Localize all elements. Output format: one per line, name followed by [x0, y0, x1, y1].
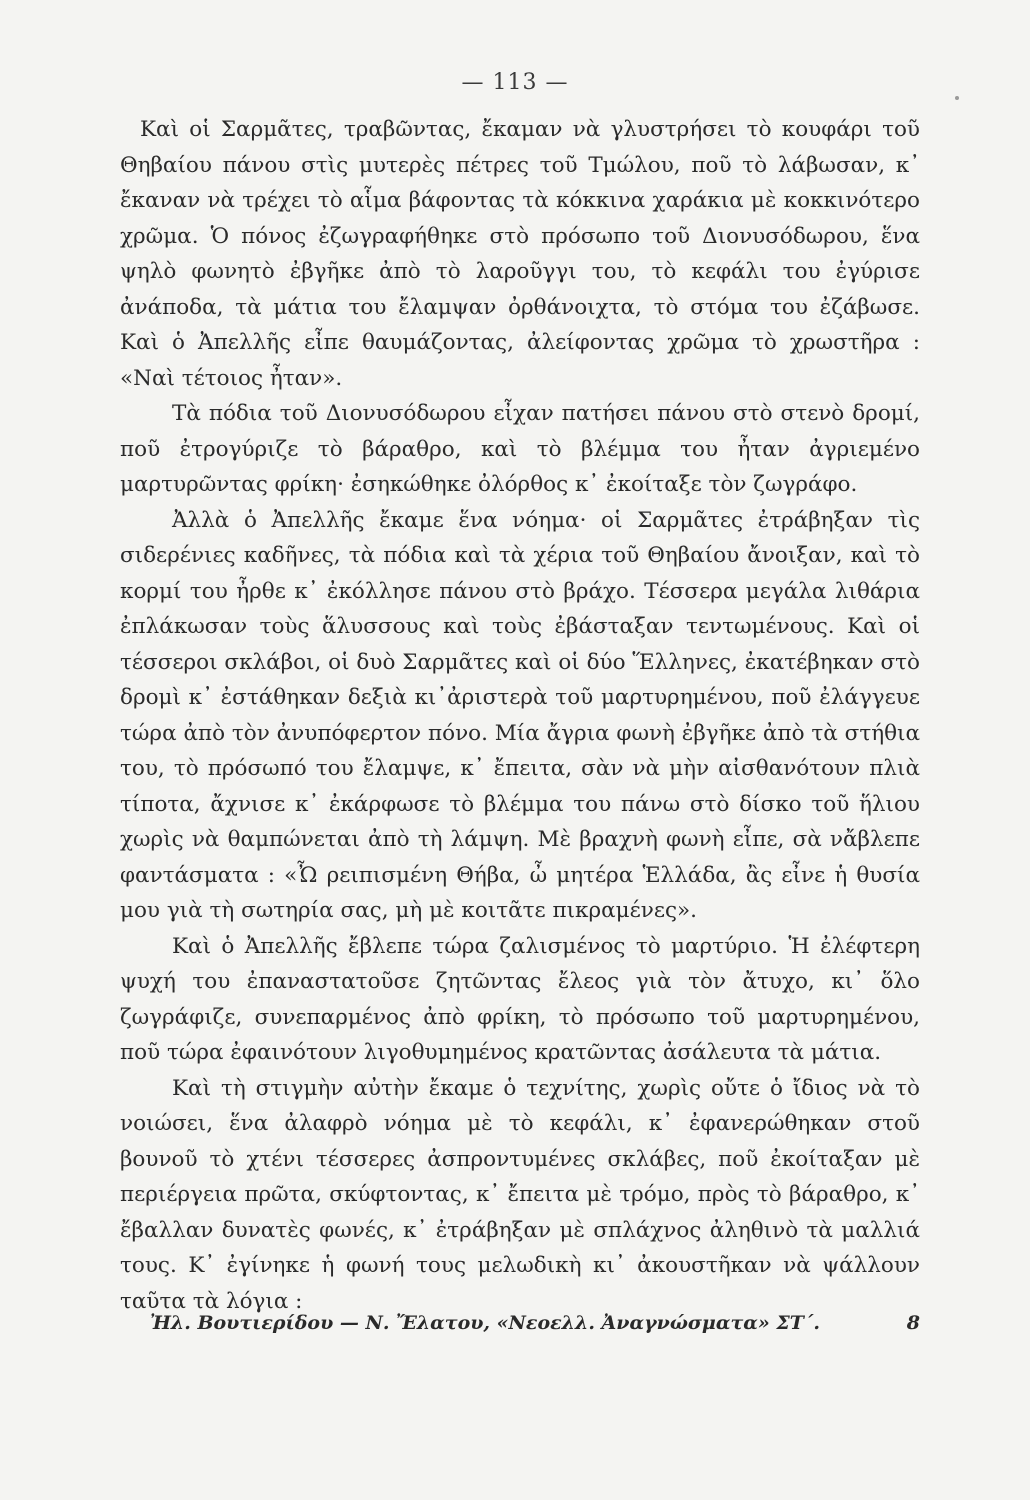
paragraph-4: Καὶ ὁ Ἀπελλῆς ἔβλεπε τώρα ζαλισμένος τὸ μαρτύριο. Ἡ ἐλέφτερη ψυχή του ἐπαναστατοῦσε ζητῶντας ἔλεος γιὰ τὸν ἄτυχο, κι᾽ ὅλο ζωγράφιζε, συνεπαρμένος ἀπὸ φρίκη, τὸ πρόσωπο τοῦ μαρτυρημένου, ποῦ τώρα ἐφαινότουν λιγοθυμημένος κρατῶντας ἀσάλευτα τὰ μάτια.: [120, 933, 920, 1065]
page-footer: [150, 1312, 920, 1334]
paragraph-3: Ἀλλὰ ὁ Ἀπελλῆς ἔκαμε ἕνα νόημα· οἱ Σαρμᾶτες ἐτράβηξαν τὶς σιδερένιες καδῆνες, τὰ πόδια καὶ τὰ χέρια τοῦ Θηβαίου ἄνοιξαν, καὶ τὸ κορμί του ἦρθε κ᾽ ἐκόλλησε πάνου στὸ βράχο. Τέσσερα μεγάλα λιθάρια ἐπλάκωσαν τοὺς ἅλυσσους καὶ τοὺς ἐβάσταξαν τεντωμένους. Καὶ οἱ τέσσεροι σκλάβοι, οἱ δυὸ Σαρμᾶτες καὶ οἱ δύο Ἕλληνες, ἐκατέβηκαν στὸ δρομὶ κ᾽ ἐστάθηκαν δεξιὰ κι᾽ἀριστερὰ τοῦ μαρτυρημένου, ποῦ ἐλάγγευε τώρα ἀπὸ τὸν ἀνυπόφερτον πόνο. Μία ἄγρια φωνὴ ἐβγῆκε ἀπὸ τὰ στήθια του, τὸ πρόσωπό του ἔλαμψε, κ᾽ ἔπειτα, σὰν νὰ μὴν αἰσθανότουν πλιὰ τίποτα, ἄχνισε κ᾽ ἐκάρφωσε τὸ βλέμμα του πάνω στὸ δίσκο τοῦ ἥλιου χωρὶς νὰ θαμπώνεται ἀπὸ τὴ λάμψη. Μὲ βραχνὴ φωνὴ εἶπε, σὰ νἄβλεπε φαντάσματα : «Ὦ ρειπισμένη Θήβα, ὦ μητέρα Ἑλλάδα, ἂς εἶνε ἡ θυσία μου γιὰ τὴ σωτηρία σας, μὴ μὲ κοιτᾶτε πικραμένες».: [120, 507, 920, 923]
paragraph-2: Τὰ πόδια τοῦ Διονυσόδωρου εἶχαν πατήσει πάνου στὸ στενὸ δρομί, ποῦ ἐτρογύριζε τὸ βάραθρο, καὶ τὸ βλέμμα του ἦταν ἀγριεμένο μαρτυρῶντας φρίκη· ἐσηκώθηκε ὀλόρθος κ᾽ ἐκοίταξε τὸν ζωγράφο.: [120, 401, 920, 497]
paper-speck: [955, 96, 959, 100]
paragraph-1: Καὶ οἱ Σαρμᾶτες, τραβῶντας, ἔκαμαν νὰ γλυστρήσει τὸ κουφάρι τοῦ Θηβαίου πάνου στὶς μυτερὲς πέτρες τοῦ Τμώλου, ποῦ τὸ λάβωσαν, κ᾽ ἔκαναν νὰ τρέχει τὸ αἷμα βάφοντας τὰ κόκκινα χαράκια μὲ κοκκινότερο χρῶμα. Ὁ πόνος ἐζωγραφήθηκε στὸ πρόσωπο τοῦ Διονυσόδωρου, ἕνα ψηλὸ φωνητὸ ἐβγῆκε ἀπὸ τὸ λαροῦγγι του, τὸ κεφάλι του ἐγύρισε ἀνάποδα, τὰ μάτια του ἔλαμψαν ὀρθάνοιχτα, τὸ στόμα του ἐζάβωσε. Καὶ ὁ Ἀπελλῆς εἶπε θαυμάζοντας, ἀλείφοντας χρῶμα τὸ χρωστῆρα : «Ναὶ τέτοιος ἦταν».: [120, 117, 920, 391]
page-number: — 113 —: [461, 70, 569, 95]
signature-mark: 8: [906, 1312, 920, 1334]
paragraph-5: Καὶ τὴ στιγμὴν αὐτὴν ἔκαμε ὁ τεχνίτης, χωρὶς οὔτε ὁ ἴδιος νὰ τὸ νοιώσει, ἕνα ἀλαφρὸ νόημα μὲ τὸ κεφάλι, κ᾽ ἐφανερώθηκαν στοῦ βουνοῦ τὸ χτένι τέσσερες ἀσπροντυμένες σκλάβες, ποῦ ἐκοίταξαν μὲ περιέργεια πρῶτα, σκύφτοντας, κ᾽ ἔπειτα μὲ τρόμο, πρὸς τὸ βάραθρο, κ᾽ ἔβαλλαν δυνατὲς φωνές, κ᾽ ἐτράβηξαν μὲ σπλάχνος ἀληθινὸ τὰ μαλλιά τους. Κ᾽ ἐγίνηκε ἡ φωνή τους μελωδικὴ κι᾽ ἀκουστῆκαν νὰ ψάλλουν ταῦτα τὰ λόγια :: [120, 1075, 920, 1314]
body-text: [120, 112, 920, 1319]
footer-citation: Ἠλ. Βουτιερίδου — Ν. Ἔλατου, «Νεοελλ. Ἀναγνώσματα» ΣΤ΄.: [150, 1312, 821, 1334]
